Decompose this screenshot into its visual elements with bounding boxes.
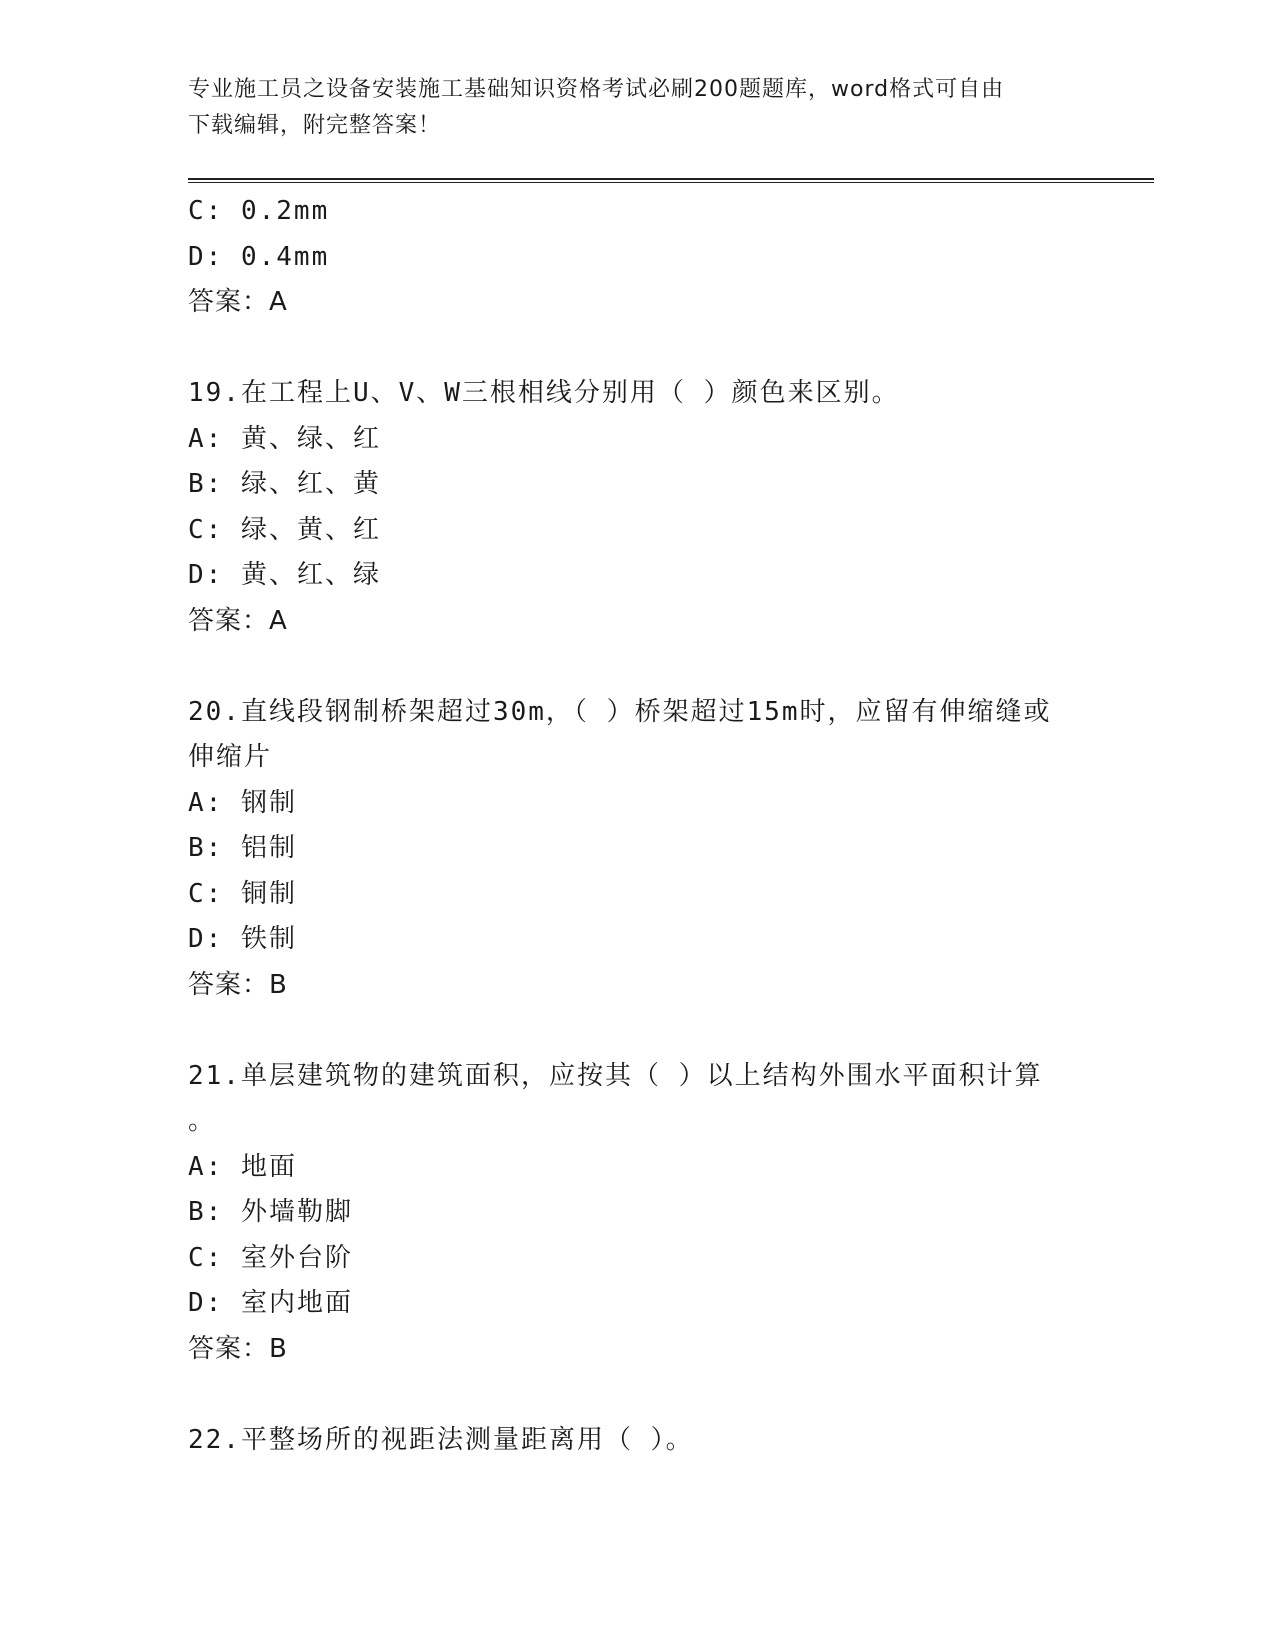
option-a: A: 地面 [188, 1151, 297, 1182]
option-d: D: 室内地面 [188, 1288, 353, 1318]
answer: 答案：A [188, 287, 288, 317]
spacer [188, 1372, 1088, 1418]
header-title-line-1: 专业施工员之设备安装施工基础知识资格考试必刷200题题库，word格式可自由 [188, 77, 1005, 102]
answer: 答案：B [188, 1333, 288, 1364]
question-text: 19.在工程上U、V、W三根相线分别用（ ）颜色来区别。 [188, 378, 900, 408]
question-22 [188, 1418, 1088, 1464]
option-c: C: 铜制 [188, 878, 297, 909]
question-21 [188, 1054, 1088, 1373]
question-18-tail [188, 189, 1088, 326]
question-text-line-2: 伸缩片 [188, 742, 273, 772]
question-19 [188, 371, 1088, 644]
header-title-line-2: 下载编辑，附完整答案！ [188, 113, 442, 138]
question-text-line-2: 。 [188, 1106, 217, 1136]
option-c: C: 0.2mm [188, 196, 330, 226]
option-d: D: 铁制 [188, 924, 297, 954]
option-b: B: 铝制 [188, 833, 297, 863]
option-b: B: 绿、红、黄 [188, 469, 381, 499]
spacer [188, 1008, 1088, 1054]
document-header [188, 72, 1088, 144]
spacer [188, 326, 1088, 372]
question-text-line-1: 21.单层建筑物的建筑面积，应按其（ ）以上结构外围水平面积计算 [188, 1060, 1043, 1091]
option-a: A: 钢制 [188, 787, 297, 818]
answer: 答案：A [188, 605, 288, 636]
answer: 答案：B [188, 969, 288, 1000]
question-text: 22.平整场所的视距法测量距离用（ ）。 [188, 1424, 694, 1455]
option-d: D: 黄、红、绿 [188, 560, 381, 590]
option-c: C: 室外台阶 [188, 1242, 353, 1273]
header-divider [188, 178, 1154, 183]
option-d: D: 0.4mm [188, 241, 330, 272]
option-c: C: 绿、黄、红 [188, 514, 381, 545]
option-b: B: 外墙勒脚 [188, 1197, 353, 1227]
spacer [188, 644, 1088, 690]
question-text-line-1: 20.直线段钢制桥架超过30m，（ ）桥架超过15m时，应留有伸缩缝或 [188, 696, 1052, 727]
document-body [188, 189, 1088, 1463]
option-a: A: 黄、绿、红 [188, 423, 381, 454]
question-20 [188, 690, 1088, 1009]
